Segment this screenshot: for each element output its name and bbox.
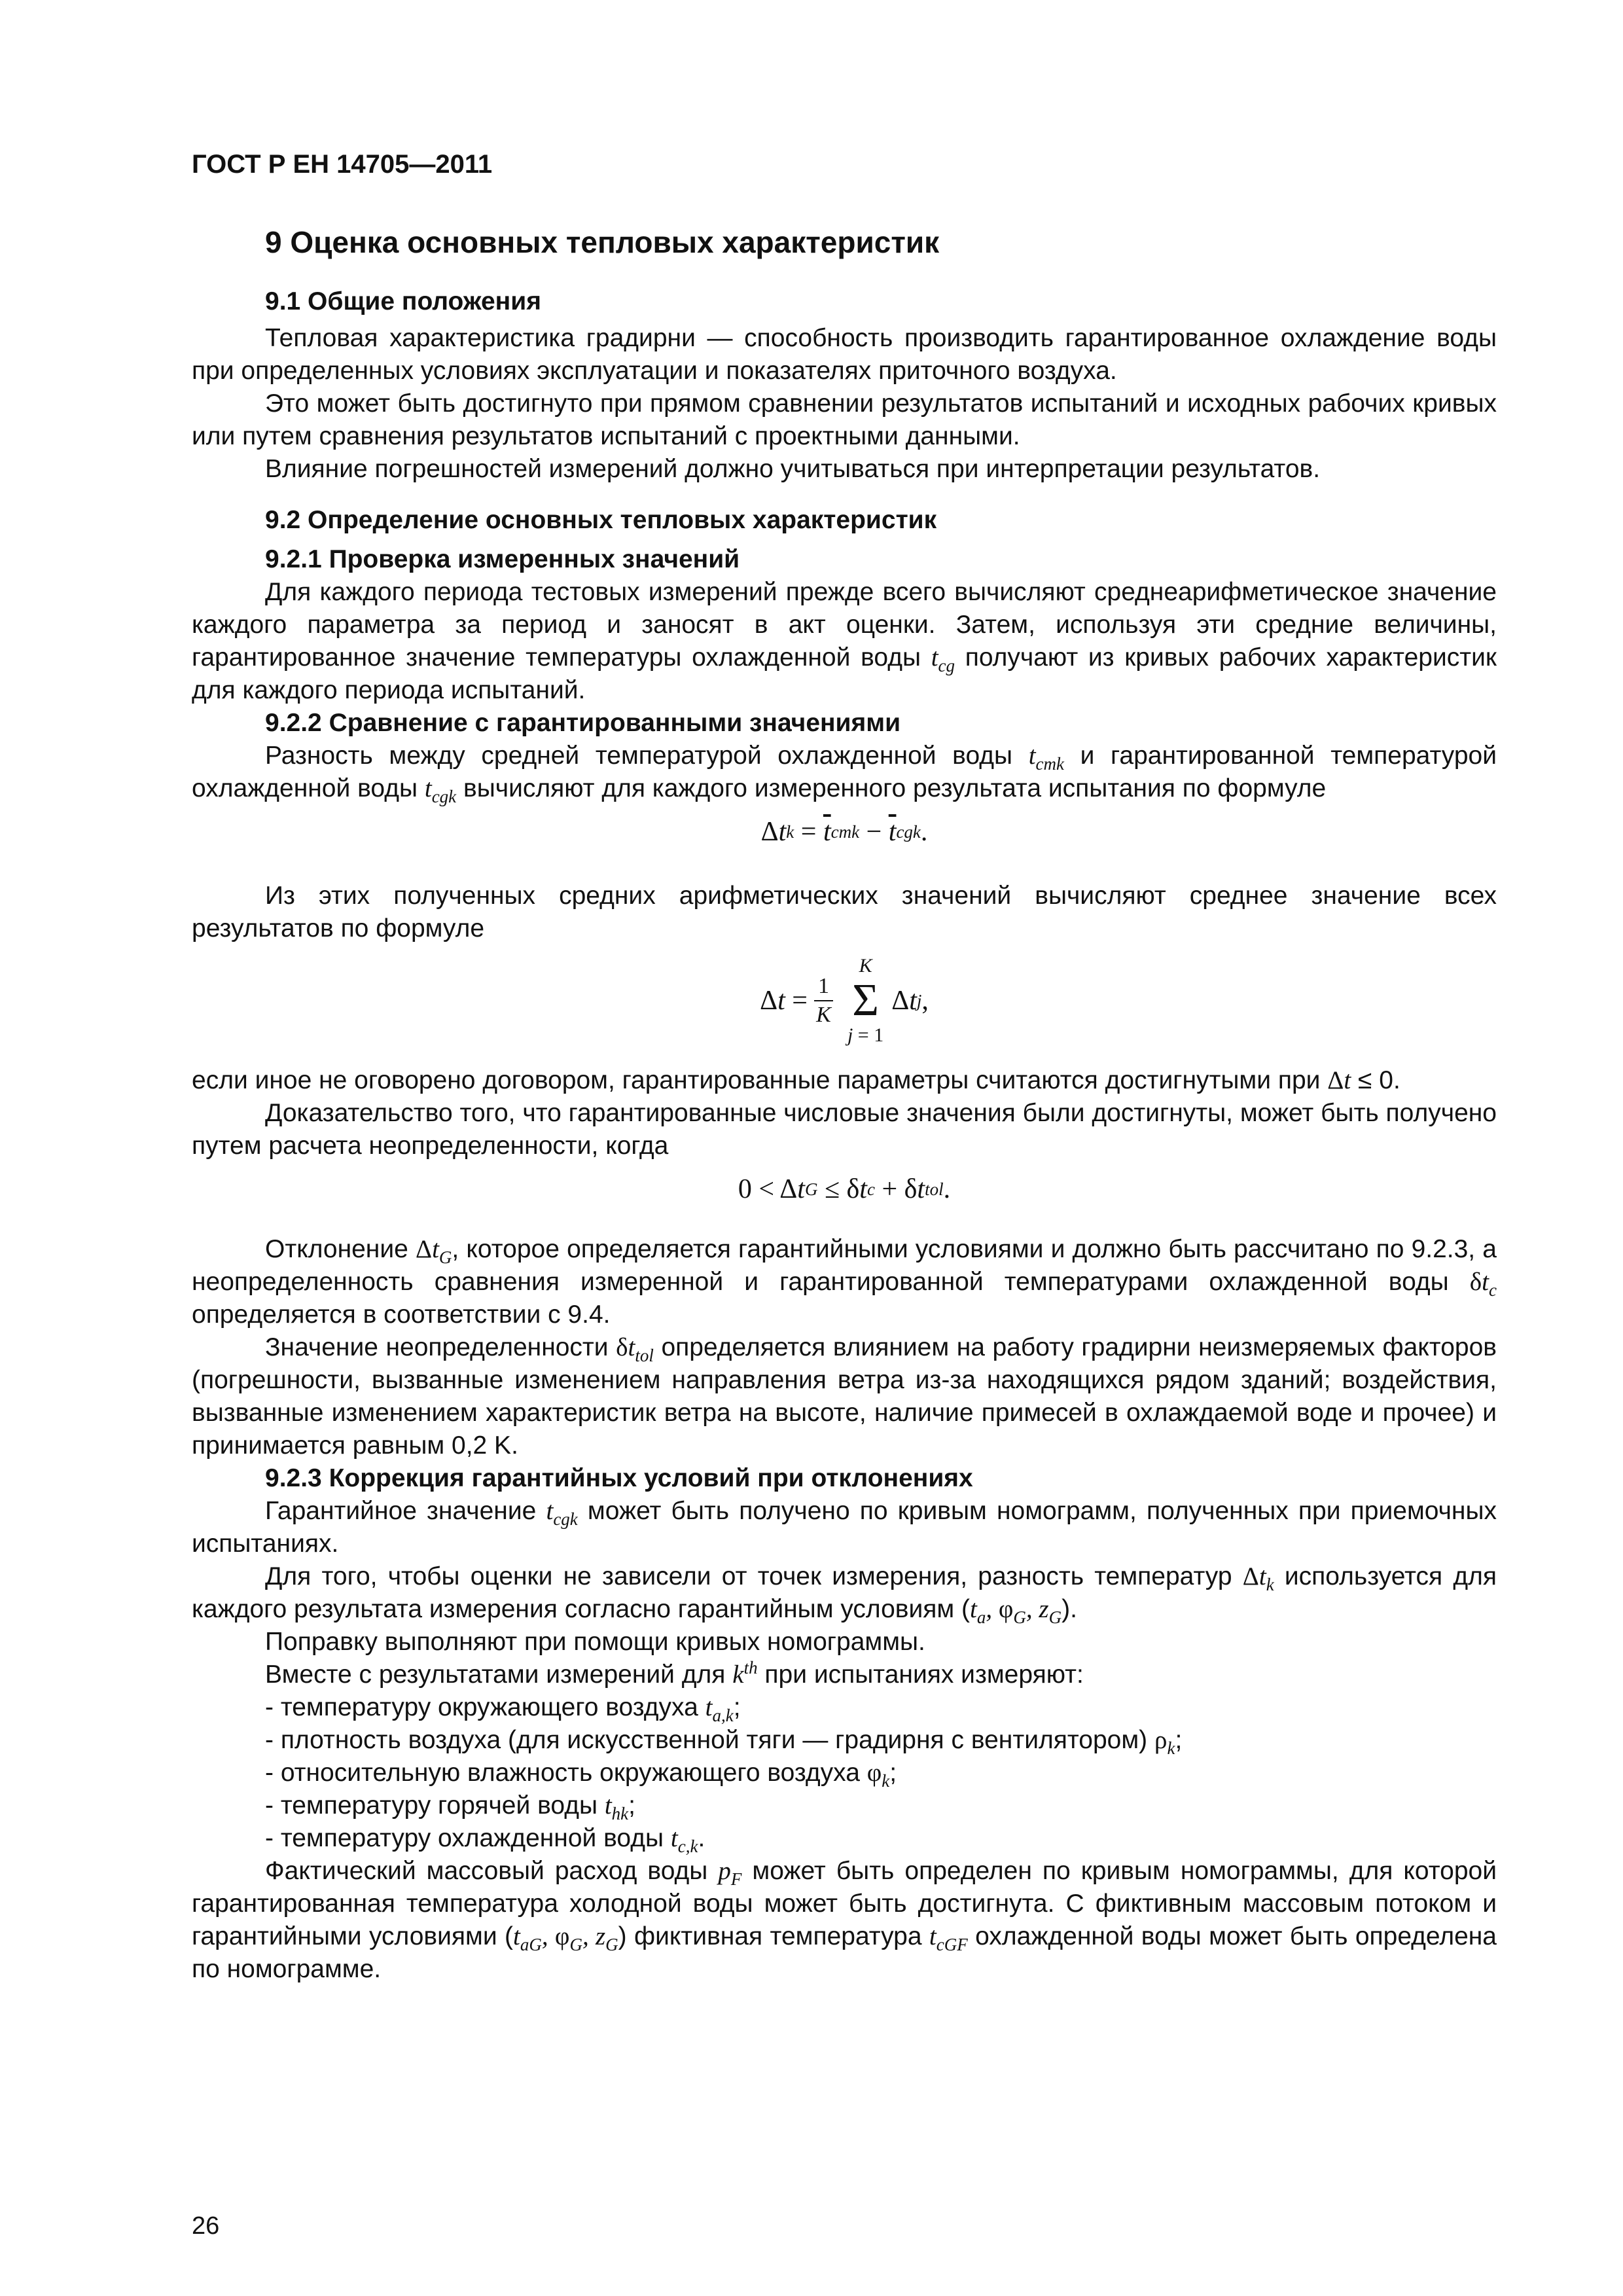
subsection-title-9-1: 9.1 Общие положения [265,287,541,315]
paragraph: Из этих полученных средних арифметических значений вычисляют среднее значение всех результатов по формуле [192,882,1497,942]
paragraph: Для каждого периода тестовых измерений прежде всего вычисляют среднеарифметическое значение каждого параметра за период и заносят в акт оценки. Затем, используя эти средние величины, гарантированное значение температуры охлажденной воды $t_{cg}$ получают из кривых рабочих характеристик для каждого периода испытаний. [192,578,1497,704]
clause-title-9-2-1: 9.2.1 Проверка измеренных значений [265,545,740,573]
paragraph: Отклонение $\Delta t_G$, которое определяется гарантийными условиями и должно быть рассчитано по 9.2.3, а неопределенность сравнения измеренной и гарантированной температурами охлажденной воды $\delta t_c$ определяется в соответствии с 9.4. [192,1235,1497,1329]
section-title: 9 Оценка основных тепловых характеристик [265,225,940,259]
document-body [192,223,1497,1986]
clause-title-9-2-2: 9.2.2 Сравнение с гарантированными значениями [265,709,901,737]
paragraph: Фактический массовый расход воды $p_F$ может быть определен по кривым номограммы, для которой гарантированная температура холодной воды может быть достигнута. С фиктивным массовым потоком и гарантийными условиями ($t_{aG}$, $\varphi_G$, $z_G$) фиктивная температура $t_{cGF}$ охлажденной воды может быть определена по номограмме. [192,1857,1497,1983]
paragraph: Для того, чтобы оценки не зависели от точек измерения, разность температур $\Delta t_k$ используется для каждого результата измерения согласно гарантийным условиям ($t_a$, $\varphi_G$, $z_G$). [192,1562,1497,1627]
document-code: ГОСТ Р ЕН 14705—2011 [192,150,493,179]
formula-delta-tk: Δ t k = $\overline{t}$ cmk − $\overline{t}$ cgk . [760,817,928,847]
paragraph: Вместе с результатами измерений для $k^{th}$ при испытаниях измеряют: [265,1658,1084,1689]
paragraph: Поправку выполняют при помощи кривых номограммы. [265,1628,925,1656]
paragraph: Это может быть достигнуто при прямом сравнении результатов испытаний и исходных рабочих кривых или путем сравнения результатов испытаний с проектными данными. [192,389,1497,450]
subsection-title-9-2: 9.2 Определение основных тепловых характеристик [265,506,937,534]
formula-mean-delta-t: Δ t = $\frac{1}{K}$ K Σ j = 1 Δ t j , [760,955,929,1046]
clause-title-9-2-3: 9.2.3 Коррекция гарантийных условий при отклонениях [265,1464,973,1492]
list-item: - температуру окружающего воздуха $t_{a,k}$; [265,1693,741,1725]
paragraph: Значение неопределенности $\delta t_{tol}$ определяется влиянием на работу градирни неизмеряемых факторов (погрешности, вызванные изменением направления ветра из-за находящихся рядом зданий; воздействия, вызванные изменением характеристик ветра на высоте, наличие примесей в охлаждаемой воде и прочее) и принимается равным 0,2 K. [192,1333,1497,1460]
list-item: - относительную влажность окружающего воздуха $\varphi_k$; [265,1759,897,1791]
paragraph: Разность между средней температурой охлажденной воды $t_{cmk}$ и гарантированной температурой охлажденной воды $t_{cgk}$ вычисляют для каждого измеренного результата испытания по формуле [192,742,1497,806]
list-item: - температуру охлажденной воды $t_{c,k}$. [265,1824,705,1856]
paragraph: Тепловая характеристика градирни — способность производить гарантированное охлаждение воды при определенных условиях эксплуатации и показателях приточного воздуха. [192,324,1497,385]
page-number: 26 [192,2212,220,2240]
paragraph: Доказательство того, что гарантированные числовые значения были достигнуты, может быть получено путем расчета неопределенности, когда [192,1099,1497,1160]
list-item: - плотность воздуха (для искусственной тяги — градирня с вентилятором) $\rho_k$; [265,1726,1183,1758]
paragraph: Гарантийное значение $t_{cgk}$ может быть получено по кривым номограмм, полученных при приемочных испытаниях. [192,1497,1497,1558]
list-item: - температуру горячей воды $t_{hk}$; [265,1791,635,1823]
paragraph: если иное не оговорено договором, гарантированные параметры считаются достигнутыми при Δt ≤ 0. [192,1066,1400,1094]
formula-uncertainty: 0 < Δ t G ≤ δ t c + δ t tol . [738,1174,951,1204]
paragraph: Влияние погрешностей измерений должно учитываться при интерпретации результатов. [265,455,1321,483]
